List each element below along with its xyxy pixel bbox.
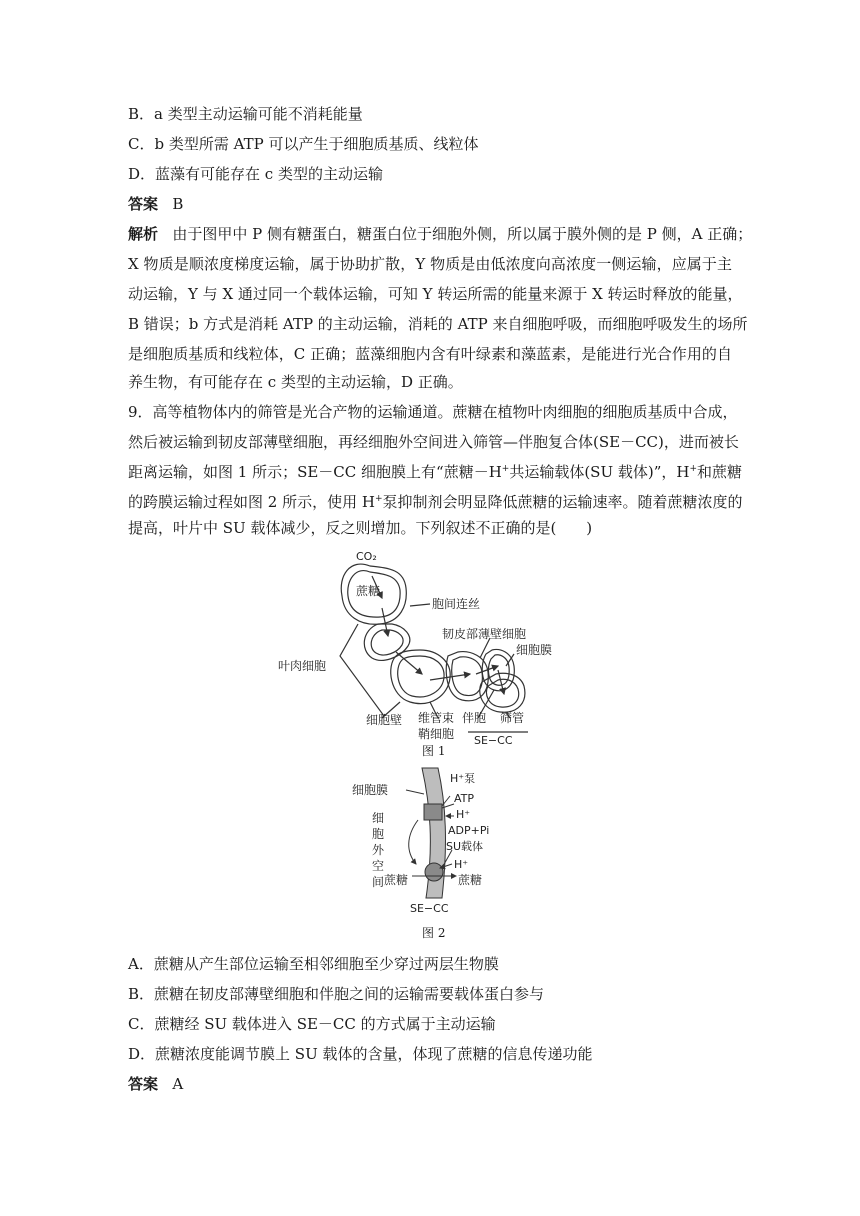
- fig2-h-pump: H⁺泵: [450, 772, 476, 785]
- q9-line-4: 的跨膜运输过程如图 2 所示，使用 H+泵抑制剂会明显降低蔗糖的运输速率。随着蔗糖浓度的: [128, 493, 743, 511]
- q9-option-a: A．蔗糖从产生部位运输至相邻细胞至少穿过两层生物膜: [128, 955, 499, 973]
- fig2-sucrose-left: 蔗糖: [384, 873, 409, 887]
- figure-1-caption: 图 1: [422, 744, 446, 758]
- fig2-secc: SE−CC: [410, 902, 449, 915]
- fig2-adp: ADP+Pi: [448, 824, 490, 837]
- q9-line-3: 距离运输，如图 1 所示；SE－CC 细胞膜上有“蔗糖－H+共运输载体(SU 载体)”，H+和蔗糖: [128, 463, 743, 481]
- fig2-su: SU载体: [446, 840, 484, 853]
- q9-line-5: 提高，叶片中 SU 载体减少，反之则增加。下列叙述不正确的是( ): [128, 519, 593, 537]
- analysis-line-5: 是细胞质基质和线粒体，C 正确；蓝藻细胞内含有叶绿素和藻蓝素，是能进行光合作用的自: [128, 345, 732, 363]
- fig2-membrane: 细胞膜: [352, 783, 389, 797]
- fig1-membrane: 细胞膜: [516, 643, 553, 657]
- figure-2-diagram: [350, 764, 530, 914]
- analysis-line-3: 动运输，Y 与 X 通过同一个载体运输，可知 Y 转运所需的能量来源于 X 转运时释放的能量，: [128, 285, 743, 303]
- fig2-extracellular-4: 空: [372, 859, 385, 873]
- q9-option-c: C．蔗糖经 SU 载体进入 SE－CC 的方式属于主动运输: [128, 1015, 496, 1033]
- analysis-label: 解析: [128, 225, 159, 243]
- q9-line-2: 然后被运输到韧皮部薄壁细胞，再经细胞外空间进入筛管—伴胞复合体(SE－CC)，进而被长: [128, 433, 739, 451]
- fig1-secc: SE−CC: [474, 734, 513, 747]
- analysis-line-4: B 错误；b 方式是消耗 ATP 的主动运输，消耗的 ATP 来自细胞呼吸，而细胞呼吸发生的场所: [128, 315, 748, 333]
- analysis-line-6: 养生物，有可能存在 c 类型的主动运输，D 正确。: [128, 373, 463, 391]
- fig2-atp: ATP: [454, 792, 475, 805]
- fig1-phloem-parenchyma: 韧皮部薄壁细胞: [442, 627, 527, 641]
- answer-value: B: [172, 195, 184, 213]
- answer-9-value: A: [172, 1075, 184, 1093]
- fig2-h2: H⁺: [454, 858, 469, 871]
- q9-option-b: B．蔗糖在韧皮部薄壁细胞和伴胞之间的运输需要载体蛋白参与: [128, 985, 545, 1003]
- answer-prev: [128, 194, 732, 214]
- fig1-sieve-tube: 筛管: [500, 711, 525, 725]
- option-d-prev: D．蓝藻有可能存在 c 类型的主动运输: [128, 165, 383, 183]
- answer-label: 答案: [128, 195, 159, 213]
- fig1-co2: CO₂: [356, 550, 377, 563]
- option-b-prev: B．a 类型主动运输可能不消耗能量: [128, 105, 363, 123]
- fig1-plasmodesmata: 胞间连丝: [432, 597, 481, 611]
- answer-9: [128, 1074, 732, 1094]
- fig1-sucrose: 蔗糖: [356, 584, 381, 598]
- fig2-h1: H⁺: [456, 808, 471, 821]
- fig2-extracellular-2: 胞: [372, 827, 385, 841]
- analysis-line-1: 解析 由于图甲中 P 侧有糖蛋白，糖蛋白位于细胞外侧，所以属于膜外侧的是 P 侧，A 正确；: [128, 225, 753, 243]
- figure-1-diagram: [278, 546, 553, 747]
- answer-9-label: 答案: [128, 1075, 159, 1093]
- fig1-bundle-sheath-2: 鞘细胞: [418, 727, 455, 741]
- q9-option-d: D．蔗糖浓度能调节膜上 SU 载体的含量，体现了蔗糖的信息传递功能: [128, 1045, 593, 1063]
- analysis-line-2: X 物质是顺浓度梯度运输，属于协助扩散，Y 物质是由低浓度向高浓度一侧运输，应属于主: [128, 255, 732, 273]
- figure-2-caption: 图 2: [422, 926, 446, 940]
- fig1-companion: 伴胞: [462, 711, 487, 725]
- option-c-prev: C．b 类型所需 ATP 可以产生于细胞质基质、线粒体: [128, 135, 479, 153]
- fig2-sucrose-right: 蔗糖: [458, 873, 483, 887]
- q9-line-1: 9．高等植物体内的筛管是光合产物的运输通道。蔗糖在植物叶肉细胞的细胞质基质中合成，: [128, 403, 738, 421]
- fig2-extracellular-5: 间: [372, 875, 385, 889]
- fig1-bundle-sheath-1: 维管束: [418, 711, 455, 725]
- fig1-cell-wall: 细胞壁: [366, 713, 403, 727]
- fig2-extracellular-1: 细: [372, 811, 385, 825]
- fig2-extracellular-3: 外: [372, 843, 385, 857]
- fig1-mesophyll: 叶肉细胞: [278, 659, 327, 673]
